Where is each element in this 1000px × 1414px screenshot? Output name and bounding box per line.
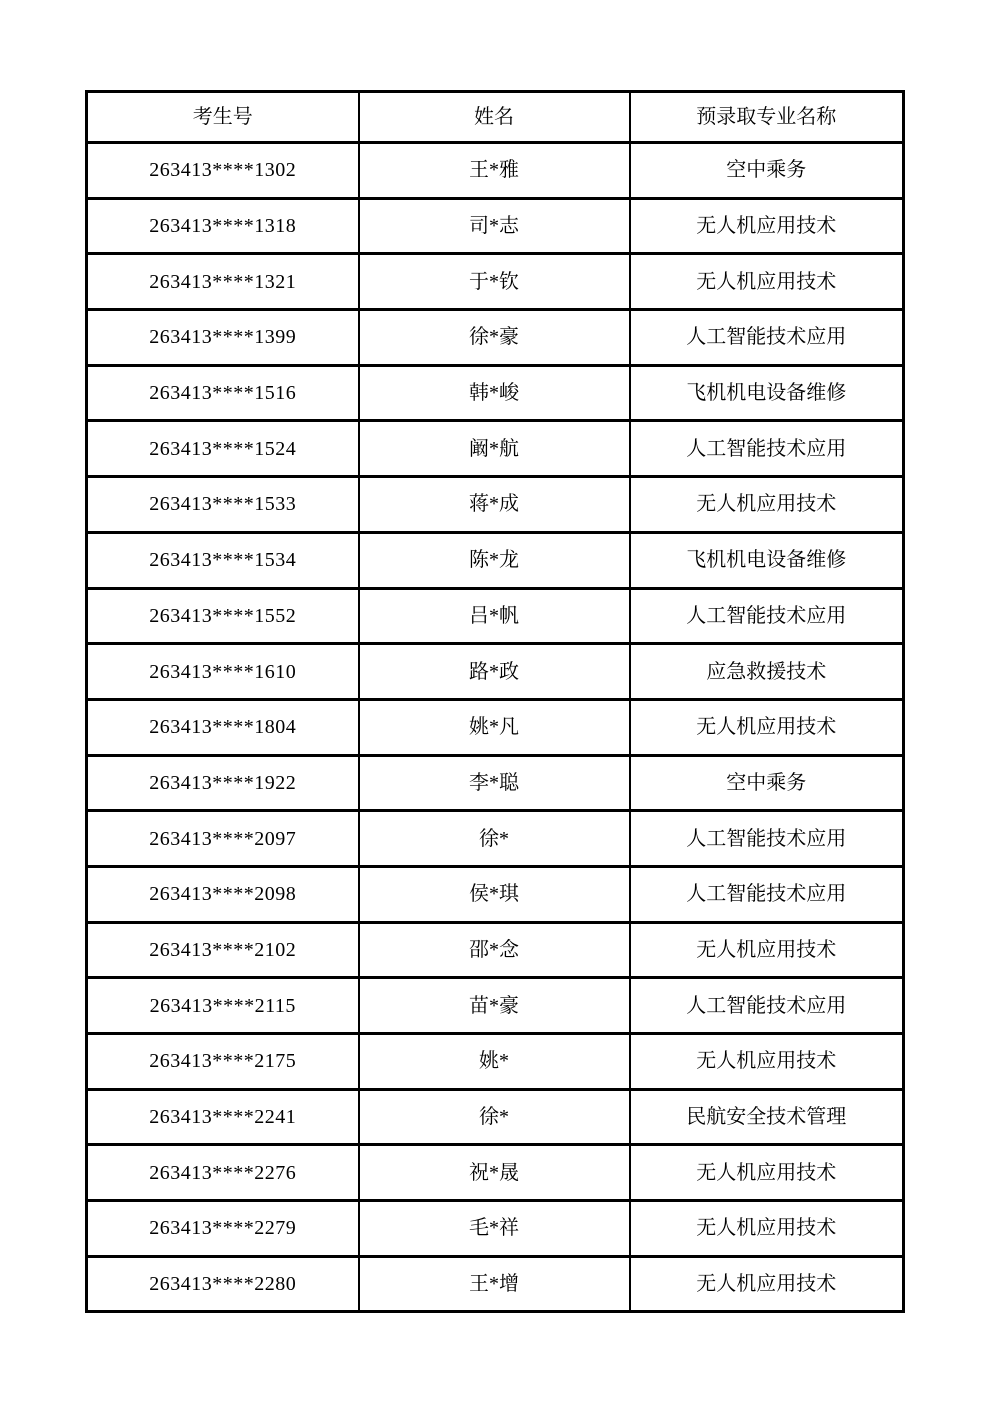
- major-cell: 人工智能技术应用: [630, 811, 904, 867]
- name-cell: 吕*帆: [359, 588, 630, 644]
- table-row: [87, 755, 904, 811]
- candidate-id-cell: 263413****2098: [87, 866, 359, 922]
- major-cell: 无人机应用技术: [630, 1201, 904, 1257]
- major-cell: 飞机机电设备维修: [630, 532, 904, 588]
- major-cell: 无人机应用技术: [630, 699, 904, 755]
- table-row: [87, 143, 904, 199]
- name-cell: 苗*豪: [359, 978, 630, 1034]
- major-cell: 空中乘务: [630, 755, 904, 811]
- candidate-id-cell: 263413****1552: [87, 588, 359, 644]
- candidate-id-cell: 263413****1922: [87, 755, 359, 811]
- candidate-id-cell: 263413****1804: [87, 699, 359, 755]
- table-row: [87, 421, 904, 477]
- name-cell: 王*雅: [359, 143, 630, 199]
- name-cell: 侯*琪: [359, 866, 630, 922]
- major-cell: 飞机机电设备维修: [630, 365, 904, 421]
- name-cell: 于*钦: [359, 254, 630, 310]
- candidate-id-cell: 263413****2276: [87, 1145, 359, 1201]
- major-cell: 人工智能技术应用: [630, 588, 904, 644]
- name-cell: 毛*祥: [359, 1201, 630, 1257]
- major-cell: 空中乘务: [630, 143, 904, 199]
- table-body: [87, 143, 904, 1312]
- admission-roster-table: [85, 90, 905, 1313]
- name-cell: 徐*豪: [359, 310, 630, 366]
- name-cell: 王*增: [359, 1256, 630, 1312]
- table-row: [87, 644, 904, 700]
- table-row: [87, 198, 904, 254]
- major-cell: 人工智能技术应用: [630, 310, 904, 366]
- name-cell: 蒋*成: [359, 477, 630, 533]
- table-header: [87, 92, 904, 143]
- table-row: [87, 588, 904, 644]
- table-row: [87, 1034, 904, 1090]
- header-row: [87, 92, 904, 143]
- major-cell: 无人机应用技术: [630, 1034, 904, 1090]
- table-row: [87, 1256, 904, 1312]
- name-cell: 邵*念: [359, 922, 630, 978]
- major-cell: 无人机应用技术: [630, 922, 904, 978]
- major-cell: 无人机应用技术: [630, 198, 904, 254]
- name-cell: 阚*航: [359, 421, 630, 477]
- name-cell: 李*聪: [359, 755, 630, 811]
- major-cell: 人工智能技术应用: [630, 866, 904, 922]
- major-cell: 人工智能技术应用: [630, 978, 904, 1034]
- major-cell: 无人机应用技术: [630, 254, 904, 310]
- table-row: [87, 254, 904, 310]
- name-cell: 姚*: [359, 1034, 630, 1090]
- table-row: [87, 532, 904, 588]
- candidate-id-cell: 263413****2175: [87, 1034, 359, 1090]
- table-row: [87, 978, 904, 1034]
- major-cell: 无人机应用技术: [630, 477, 904, 533]
- candidate-id-cell: 263413****2280: [87, 1256, 359, 1312]
- name-cell: 徐*: [359, 811, 630, 867]
- header-name: 姓名: [359, 92, 630, 143]
- table-row: [87, 866, 904, 922]
- table-row: [87, 365, 904, 421]
- name-cell: 路*政: [359, 644, 630, 700]
- candidate-id-cell: 263413****1318: [87, 198, 359, 254]
- name-cell: 姚*凡: [359, 699, 630, 755]
- candidate-id-cell: 263413****1302: [87, 143, 359, 199]
- table-row: [87, 922, 904, 978]
- candidate-id-cell: 263413****1533: [87, 477, 359, 533]
- candidate-id-cell: 263413****1524: [87, 421, 359, 477]
- candidate-id-cell: 263413****1516: [87, 365, 359, 421]
- table-row: [87, 310, 904, 366]
- name-cell: 韩*峻: [359, 365, 630, 421]
- candidate-id-cell: 263413****2241: [87, 1089, 359, 1145]
- candidate-id-cell: 263413****1610: [87, 644, 359, 700]
- table-row: [87, 1201, 904, 1257]
- candidate-id-cell: 263413****2279: [87, 1201, 359, 1257]
- name-cell: 陈*龙: [359, 532, 630, 588]
- major-cell: 无人机应用技术: [630, 1145, 904, 1201]
- major-cell: 应急救援技术: [630, 644, 904, 700]
- candidate-id-cell: 263413****1321: [87, 254, 359, 310]
- major-cell: 民航安全技术管理: [630, 1089, 904, 1145]
- name-cell: 徐*: [359, 1089, 630, 1145]
- table-row: [87, 1145, 904, 1201]
- header-major: 预录取专业名称: [630, 92, 904, 143]
- candidate-id-cell: 263413****1399: [87, 310, 359, 366]
- table-row: [87, 1089, 904, 1145]
- candidate-id-cell: 263413****2115: [87, 978, 359, 1034]
- table-row: [87, 477, 904, 533]
- candidate-id-cell: 263413****2097: [87, 811, 359, 867]
- table-row: [87, 811, 904, 867]
- major-cell: 人工智能技术应用: [630, 421, 904, 477]
- candidate-id-cell: 263413****1534: [87, 532, 359, 588]
- name-cell: 司*志: [359, 198, 630, 254]
- header-candidate-id: 考生号: [87, 92, 359, 143]
- name-cell: 祝*晟: [359, 1145, 630, 1201]
- candidate-id-cell: 263413****2102: [87, 922, 359, 978]
- table-row: [87, 699, 904, 755]
- major-cell: 无人机应用技术: [630, 1256, 904, 1312]
